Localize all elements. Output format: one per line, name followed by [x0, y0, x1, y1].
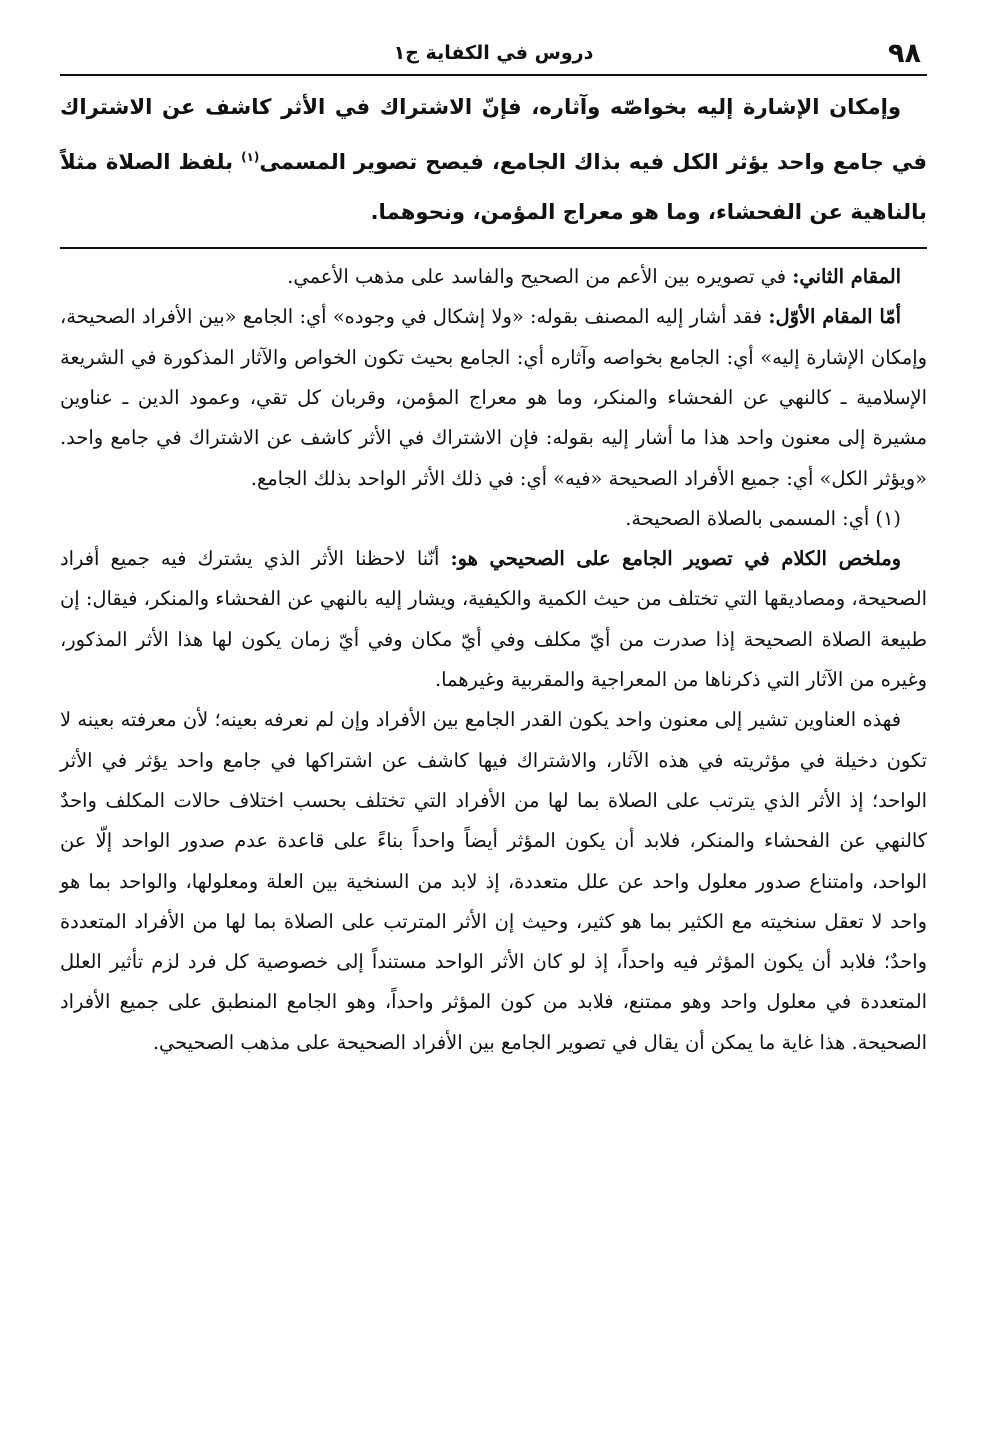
main-text-part-2: بلفظ الصلاة مثلاً بالناهية عن الفحشاء، وما هو معراج المؤمن، ونحوهما. [60, 149, 927, 225]
paragraph-summary [60, 539, 927, 700]
footnote-marker: (١) [241, 150, 260, 164]
paragraph-text: أنّنا لاحظنا الأثر الذي يشترك فيه جميع أفراد الصحيحة، ومصاديقها التي تختلف من حيث الكمية والكيفية، ويشار إليه بالنهي عن الفحشاء والمنكر، فيقال: إن طبيعة الصلاة الصحيحة إذا صدرت من أيّ مكلف وفي أيّ مكان وفي أيّ زمان يكون لها هذا الأثر المذكور، وغيره من الآثار التي ذكرناها من المعراجية والمقربية وغيرهما. [60, 547, 927, 692]
main-text [60, 82, 927, 237]
paragraph-heading: المقام الثاني: [792, 265, 901, 289]
paragraph-heading: وملخص الكلام في تصوير الجامع على الصحيحي هو: [450, 547, 902, 571]
paragraph-first-station [60, 297, 927, 498]
page-number: ٩٨ [888, 38, 921, 69]
running-title: دروس في الكفاية ج١ [393, 42, 594, 64]
paragraph-heading: أمّا المقام الأوّل: [768, 305, 902, 329]
paragraph-text: فقد أشار إليه المصنف بقوله: «ولا إشكال في وجوده» أي: الجامع «بين الأفراد الصحيحة، وإمكان الإشارة إليه» أي: الجامع بخواصه وآثاره أي: الجامع بحيث تكون الخواص والآثار المذكورة في الشريعة الإسلامية ـ كالنهي عن الفحشاء والمنكر، وما هو معراج المؤمن، وقربان كل تقي، وعمود الدين ـ عناوين مشيرة إلى معنون واحد هذا ما أشار إليه بقوله: فإن الاشتراك في الأثر كاشف عن الاشتراك في جامع واحد. «ويؤثر الكل» أي: جميع الأفراد الصحيحة «فيه» أي: في ذلك الأثر الواحد بذلك الجامع. [60, 305, 927, 490]
main-text-part-1: وإمكان الإشارة إليه بخواصّه وآثاره، فإنّ الاشتراك في الأثر كاشف عن الاشتراك في جامع واحد يؤثر الكل فيه بذاك الجامع، فيصح تصوير المسمى [60, 94, 928, 175]
book-page [60, 28, 927, 1434]
commentary [60, 257, 927, 1063]
paragraph-text: في تصويره بين الأعم من الصحيح والفاسد على مذهب الأعمي. [287, 265, 793, 289]
paragraph-conclusion: فهذه العناوين تشير إلى معنون واحد يكون القدر الجامع بين الأفراد وإن لم نعرفه بعينه؛ لأن معرفته بعينه لا تكون دخيلة في مؤثريته في هذه الآثار، والاشتراك فيها كاشف عن اشتراكها في جامع واحد يؤثر في الأثر الواحد؛ إذ الأثر الذي يترتب على الصلاة بما لها من الأفراد التي تختلف بحسب اختلاف حالات المكلف واحدٌ كالنهي عن الفحشاء والمنكر، فلابد أن يكون المؤثر أيضاً واحداً بناءً على قاعدة عدم صدور الواحد إلّا عن الواحد، وامتناع صدور معلول واحد عن علل متعددة، إذ لابد من السنخية بين العلة ومعلولها، والواحد بما هو واحد لا تعقل سنخيته مع الكثير بما هو كثير، وحيث إن الأثر المترتب على الصلاة بما لها من الأفراد المتعددة واحدٌ؛ فلابد أن يكون المؤثر فيه واحداً، إذ لو كان الأثر الواحد مستنداً إلى خصوصية كل فرد لزم تأثير العلل المتعددة في معلول واحد وهو ممتنع، فلابد من كون المؤثر واحداً، وهو الجامع المنطبق على جميع الأفراد الصحيحة. هذا غاية ما يمكن أن يقال في تصوير الجامع بين الأفراد الصحيحة على مذهب الصحيحي. [60, 708, 927, 1054]
footnote: (١) أي: المسمى بالصلاة الصحيحة. [625, 506, 901, 530]
page-header [60, 28, 927, 76]
paragraph-second-station [60, 257, 927, 297]
divider-line [60, 247, 927, 249]
